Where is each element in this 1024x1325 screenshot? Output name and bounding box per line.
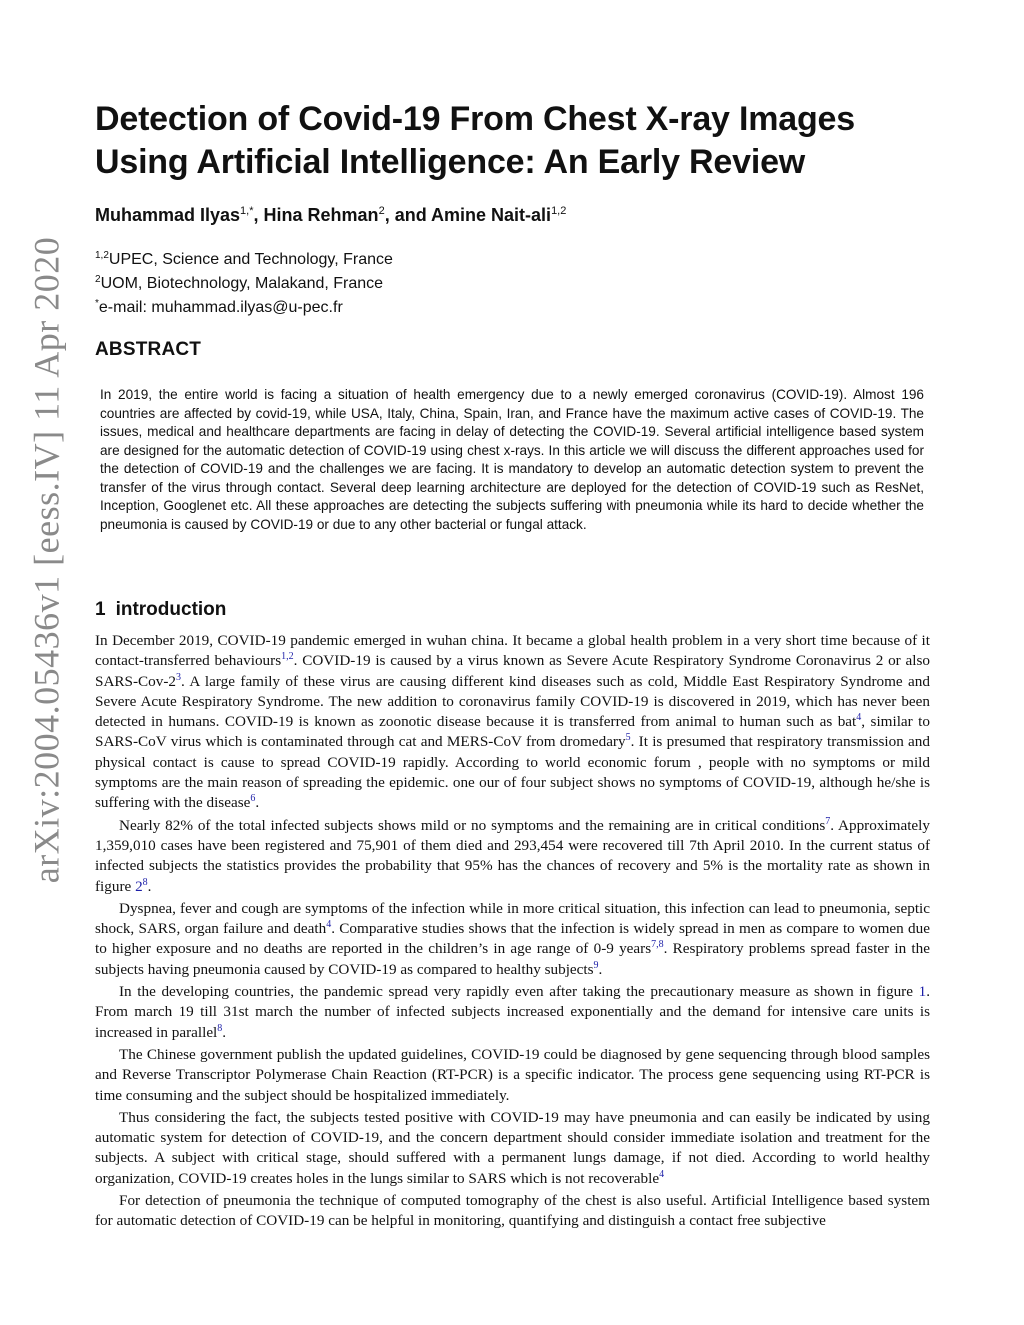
- paragraph-text: .: [598, 960, 603, 978]
- author-name: Amine Nait-ali: [431, 205, 552, 225]
- paragraph-text: , similar to SARS-CoV virus which is contaminated through cat and MERS-CoV from dromedary: [95, 713, 930, 751]
- author-list: [95, 198, 566, 228]
- paragraph: [95, 899, 930, 980]
- citation-link[interactable]: 6: [250, 793, 256, 805]
- arxiv-side-stamp: [14, 140, 78, 980]
- citation-link[interactable]: 7,8: [651, 939, 664, 951]
- citation-link[interactable]: 8: [142, 876, 148, 888]
- author-separator: , and: [384, 205, 432, 225]
- affiliation-marker: *: [95, 298, 99, 309]
- paragraph-text: Thus considering the fact, the subjects tested positive with COVID-19 may have pneumonia and can easily be indicated by using automatic system for detection of COVID-19, and the concern department should consider immediate isolation and treatment for the subjects. A subject with critical stage, should suffered with a permanent lungs damage, if not died. According to world healthy organization, COVID-19 creates holes in the lungs similar to SARS which is not recoverable: [95, 1108, 930, 1187]
- citation-link[interactable]: 9: [593, 959, 599, 971]
- author-name: Hina Rehman: [263, 205, 379, 225]
- paragraph: [95, 982, 930, 1043]
- paragraph: [95, 1191, 930, 1232]
- author-separator: ,: [253, 205, 264, 225]
- paragraph: [95, 1045, 930, 1106]
- title-line-1: Detection of Covid-19 From Chest X-ray Images: [95, 100, 855, 138]
- paper-title: [95, 98, 955, 184]
- affiliation-marker: 2: [95, 274, 101, 285]
- paragraph-text: .: [255, 794, 260, 812]
- paragraph-text: In December 2019, COVID-19 pandemic emerged in wuhan china. It became a global health problem in a very short time because of it contact-transferred behaviours: [95, 632, 930, 670]
- affiliation-line: [95, 246, 393, 270]
- title-line-2: Using Artificial Intelligence: An Early Review: [95, 143, 806, 181]
- citation-link[interactable]: 4: [326, 919, 332, 931]
- author-affiliation-marker: 1,*: [240, 205, 254, 217]
- paragraph-text: . It is presumed that respiratory transmission and physical contact is cause to spread COVID-19 rapidly. According to world economic forum , people with no symptoms or mild symptoms are the main reason of spreading the epidemic. one our of four subject shows no symptoms of COVID-19, although he/she is suffering with the disease: [95, 733, 930, 812]
- affiliation-marker: 1,2: [95, 250, 109, 261]
- section-body: [95, 631, 930, 1232]
- citation-link[interactable]: 5: [625, 732, 631, 744]
- abstract-text: In 2019, the entire world is facing a situation of health emergency due to a newly emerged coronavirus (COVID-19). Almost 196 countries are affected by covid-19, while USA, Italy, China, Spain, Iran, and France have the maximum active cases of COVID-19. The issues, medical and healthcare departments are facing in delay of detecting the COVID-19. Several artificial intelligence based system are designed for the automatic detection of COVID-19 using chest x-rays. In this article we will discuss the different approaches used for the detection of COVID-19 and the challenges we are facing. It is mandatory to develop an automatic detection system to prevent the transfer of the virus through contact. Several deep learning architecture are deployed for the detection of COVID-19 such as ResNet, Inception, Googlenet etc. All these approaches are detecting the subjects suffering with pneumonia while its hard to decide whether the pneumonia is caused by COVID-19 or due to any other bacterial or fungal attack.: [100, 387, 924, 532]
- paragraph-text: For detection of pneumonia the technique of computed tomography of the chest is also useful. Artificial Intelligence based system for automatic detection of COVID-19 can be helpful in monitoring, quantifying and distinguish a contact free subjective: [95, 1192, 930, 1230]
- paragraph-text: . Comparative studies shows that the infection is widely spread in men as compare to women due to higher exposure and no deaths are reported in the children’s in age range of 0-9 years: [95, 920, 930, 958]
- paragraph-text: The Chinese government publish the updated guidelines, COVID-19 could be diagnosed by gene sequencing through blood samples and Reverse Transcriptor Polymerase Chain Reaction (RT-PCR) is a specific indicator. The process gene sequencing using RT-PCR is time consuming and the subject should be hospitalized immediately.: [95, 1045, 930, 1104]
- citation-link[interactable]: 8: [217, 1022, 223, 1034]
- citation-link[interactable]: 1,2: [281, 651, 294, 663]
- paragraph-text: . A large family of these virus are causing different kind diseases such as cold, Middle East Respiratory Syndrome and Severe Acute Respiratory Syndrome. The new addition to coronavirus family COVID-19 is discovered in 2019, which has never been detected in humans. COVID-19 is known as zoonotic disease because it is transferred from animal to human such as bat: [95, 672, 930, 731]
- paragraph: [95, 816, 930, 897]
- paragraph-text: .: [222, 1023, 227, 1041]
- affiliation-text: UOM, Biotechnology, Malakand, France: [100, 275, 384, 292]
- citation-link[interactable]: 3: [176, 671, 182, 683]
- paragraph-text: Dyspnea, fever and cough are symptoms of the infection while in more critical situation, this infection can lead to pneumonia, septic shock, SARS, organ failure and death: [95, 899, 930, 938]
- section-number: 1: [95, 599, 106, 620]
- author-name: Muhammad Ilyas: [95, 205, 241, 225]
- citation-link[interactable]: 4: [659, 1168, 665, 1180]
- paragraph: [95, 631, 930, 814]
- paragraph-text: In the developing countries, the pandemic spread very rapidly even after taking the precautionary measure as shown in figure: [119, 983, 919, 1001]
- author-affiliation-marker: 1,2: [551, 205, 567, 217]
- paragraph-text: .: [147, 877, 152, 895]
- citation-link[interactable]: 7: [825, 815, 831, 827]
- abstract-heading: ABSTRACT: [95, 339, 202, 360]
- affiliation-line: [95, 270, 393, 294]
- paragraph-text: . From march 19 till 31st march the number of infected subjects increased exponentially and the demand for intensive care units is increased in parallel: [95, 983, 930, 1041]
- figure-reference-link[interactable]: 2: [135, 877, 143, 895]
- citation-link[interactable]: 4: [856, 712, 862, 724]
- figure-reference-link[interactable]: 1: [918, 983, 927, 1001]
- affiliation-text: e-mail: muhammad.ilyas@u-pec.fr: [98, 299, 343, 316]
- section-title: introduction: [115, 599, 227, 620]
- paragraph-text: . Respiratory problems spread faster in the subjects having pneumonia caused by COVID-19 as compared to healthy subjects: [95, 940, 930, 978]
- affiliation-text: UPEC, Science and Technology, France: [108, 251, 393, 268]
- affiliation-list: [95, 246, 393, 318]
- author-affiliation-marker: 2: [378, 205, 385, 217]
- paragraph-text: . Approximately 1,359,010 cases have been registered and 75,901 of them died and 293,454 were recovered till 7th April 2010. In the current status of infected subjects the statistics provides the probability that 95% has the chances of recovery and 5% is the mortality rate as shown in figure: [95, 816, 930, 895]
- paragraph: [95, 1108, 930, 1189]
- paragraph-text: Nearly 82% of the total infected subjects shows mild or no symptoms and the remaining are in critical conditions: [119, 816, 826, 834]
- affiliation-line: [95, 294, 393, 318]
- section-heading: [95, 599, 226, 621]
- paragraph-text: . COVID-19 is caused by a virus known as Severe Acute Respiratory Syndrome Coronavirus 2 or also SARS-Cov-2: [95, 652, 930, 690]
- arxiv-identifier: arXiv:2004.05436v1 [eess.IV] 11 Apr 2020: [26, 236, 67, 884]
